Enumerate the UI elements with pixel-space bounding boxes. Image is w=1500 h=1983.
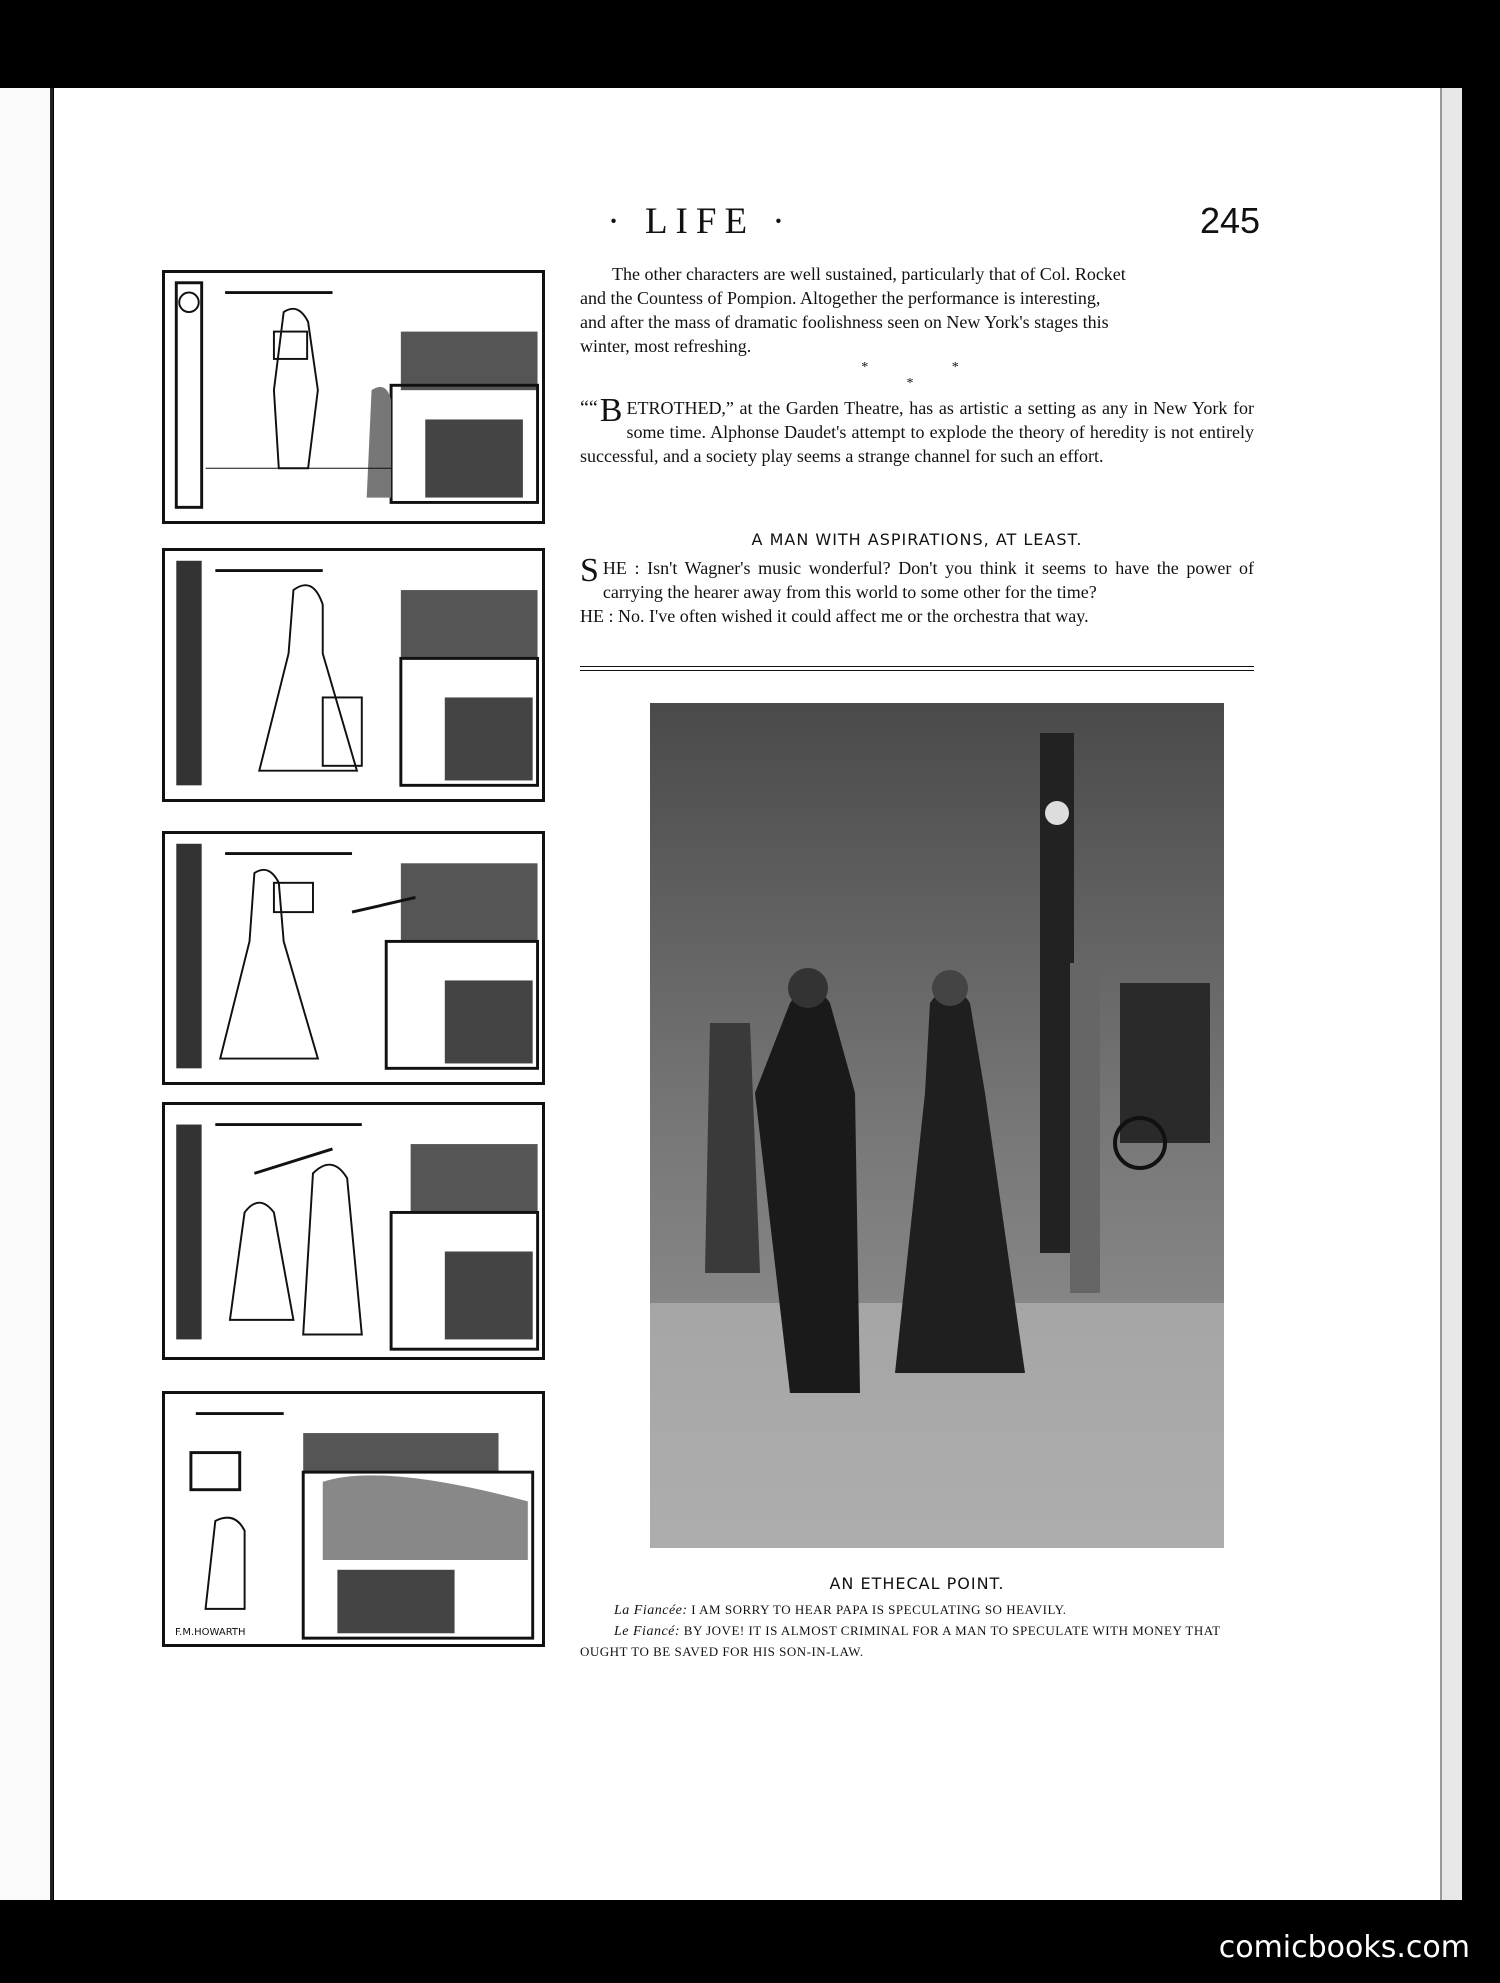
- strip-panel-4: [162, 1102, 545, 1360]
- fiance-text: BY JOVE! IT IS ALMOST CRIMINAL FOR A MAN TO SPECULATE WITH MONEY THAT OUGHT TO BE SAVED FOR HIS SON-IN-LAW.: [580, 1623, 1221, 1659]
- speaker-fiancee: La Fiancée:: [614, 1603, 688, 1618]
- strip-panel-3: [162, 831, 545, 1085]
- scan-top-band: [0, 0, 1500, 88]
- he-text: No. I've often wished it could affect me or the orchestra that way.: [618, 606, 1089, 626]
- review-p1-line: winter, most refreshing.: [580, 336, 752, 356]
- dialogue-body: [580, 552, 1254, 628]
- double-rule-top: [580, 666, 1254, 667]
- review-p1-line: and after the mass of dramatic foolishness seen on New York's stages this: [580, 312, 1109, 332]
- speaker-fiance: Le Fiancé:: [614, 1624, 681, 1639]
- dialogue-title: A MAN WITH ASPIRATIONS, AT LEAST.: [751, 530, 1083, 549]
- drop-cap: B: [599, 392, 623, 429]
- drop-cap: S: [580, 552, 599, 589]
- review-paragraph-2: [580, 392, 1254, 468]
- masthead: · LIFE ·: [607, 201, 793, 242]
- review-p2-text: ETROTHED,” at the Garden Theatre, has as artistic a setting as any in New York for some time. Alphonse Daudet's attempt to explode the theory of heredity is not entirely successful, and a society play seems a strange channel for such an effort.: [580, 398, 1254, 466]
- watermark: comicbooks.com: [1218, 1930, 1470, 1965]
- cartoon-title: AN ETHECAL POINT.: [829, 1574, 1005, 1593]
- he-label: HE :: [580, 606, 614, 626]
- section-separator: * * *: [861, 360, 999, 391]
- fiancee-text: I AM SORRY TO HEAR PAPA IS SPECULATING SO HEAVILY.: [691, 1602, 1067, 1617]
- she-line: [580, 552, 1254, 604]
- panel-1-drawing: [165, 273, 542, 521]
- street-scene-illustration: [650, 703, 1224, 1548]
- panel-5-drawing: [165, 1394, 542, 1644]
- panel-2-drawing: [165, 551, 542, 799]
- strip-panel-2: [162, 548, 545, 802]
- caption-line-1: [580, 1600, 1254, 1621]
- page-edge: [1440, 88, 1462, 1900]
- double-rule-bottom: [580, 670, 1254, 671]
- page-number: 245: [1200, 200, 1261, 241]
- review-paragraph-1: [580, 262, 1254, 358]
- strip-panel-5: [162, 1391, 545, 1647]
- panel-3-drawing: [165, 834, 542, 1082]
- review-p1-line: and the Countess of Pompion. Altogether the performance is interesting,: [580, 288, 1101, 308]
- he-line: [580, 604, 1254, 628]
- previous-page-edge: [0, 88, 53, 1900]
- street-scene-drawing: [650, 703, 1224, 1548]
- caption-line-2: [580, 1621, 1254, 1662]
- artist-signature: F.M.HOWARTH: [175, 1627, 246, 1638]
- cartoon-caption: [580, 1600, 1254, 1662]
- panel-4-drawing: [165, 1105, 542, 1357]
- open-quote: ““: [580, 397, 598, 419]
- strip-panel-1: [162, 270, 545, 524]
- she-text: HE : Isn't Wagner's music wonderful? Don't you think it seems to have the power of carrying the hearer away from this world to some other for the time?: [602, 558, 1254, 602]
- review-p1-line: The other characters are well sustained, particularly that of Col. Rocket: [612, 264, 1126, 284]
